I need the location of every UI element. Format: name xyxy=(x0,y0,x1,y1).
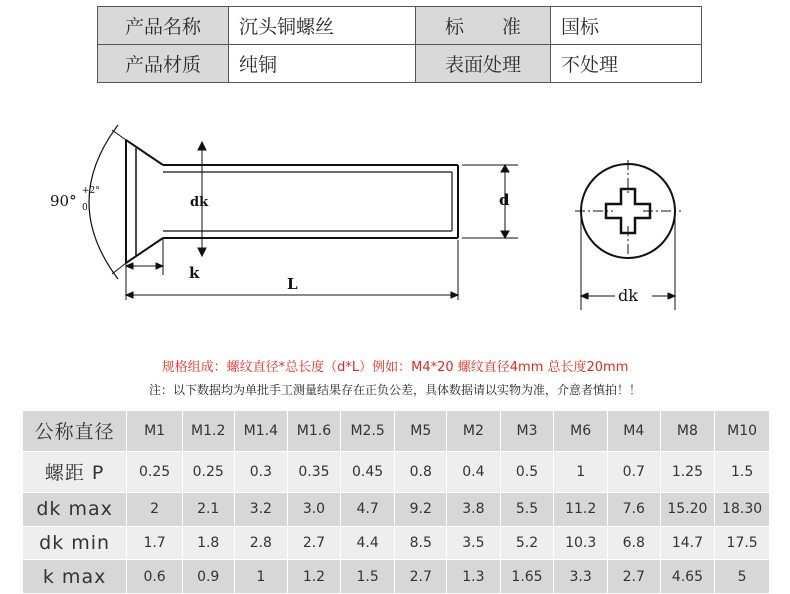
table-cell: 2.7 xyxy=(288,526,341,560)
table-cell: 1.25 xyxy=(660,451,715,492)
row-header: k max xyxy=(23,560,127,594)
row-header: dk max xyxy=(23,492,127,526)
standard-value: 国标 xyxy=(551,7,702,45)
info-row xyxy=(98,45,702,83)
spec-table xyxy=(22,410,770,594)
table-cell: M1.6 xyxy=(288,411,341,452)
table-cell: 0.25 xyxy=(182,451,234,492)
product-name-label: 产品名称 xyxy=(98,7,229,45)
standard-label: 标 准 xyxy=(416,7,551,45)
angle-label: 90° xyxy=(50,192,77,210)
table-cell: M6 xyxy=(554,411,608,452)
table-cell: 0.3 xyxy=(234,451,288,492)
dk-min-row xyxy=(23,526,770,560)
d-label: d xyxy=(499,191,510,209)
table-cell: 17.5 xyxy=(715,526,770,560)
countersink-angle-arc xyxy=(89,125,118,279)
table-cell: M5 xyxy=(395,411,447,452)
dk-label: dk xyxy=(618,286,638,305)
table-cell: 0.4 xyxy=(447,451,501,492)
table-cell: 5 xyxy=(715,560,770,594)
screw-top-view xyxy=(575,160,681,262)
table-cell: 1.8 xyxy=(182,526,234,560)
table-cell: M4 xyxy=(607,411,660,452)
table-cell: M1.2 xyxy=(182,411,234,452)
table-cell: 10.3 xyxy=(554,526,608,560)
table-cell: 2.8 xyxy=(234,526,288,560)
dk-inner-label: dk xyxy=(190,195,209,210)
k-label: k xyxy=(189,264,200,282)
table-cell: 2 xyxy=(127,492,183,526)
table-cell: 0.6 xyxy=(127,560,183,594)
table-cell: 2.7 xyxy=(607,560,660,594)
table-cell: M3 xyxy=(500,411,554,452)
table-cell: M2 xyxy=(447,411,501,452)
table-cell: 0.25 xyxy=(127,451,183,492)
info-row xyxy=(98,7,702,45)
table-cell: 1.65 xyxy=(500,560,554,594)
table-cell: 3.0 xyxy=(288,492,341,526)
table-cell: 5.2 xyxy=(500,526,554,560)
table-cell: 1 xyxy=(234,560,288,594)
table-cell: 0.5 xyxy=(500,451,554,492)
table-cell: 1.7 xyxy=(127,526,183,560)
table-cell: 4.7 xyxy=(340,492,395,526)
table-cell: M8 xyxy=(660,411,715,452)
material-value: 纯铜 xyxy=(229,45,416,83)
table-cell: 1.5 xyxy=(715,451,770,492)
table-cell: 3.8 xyxy=(447,492,501,526)
angle-tolerance-upper: +2° xyxy=(82,186,100,196)
pitch-row xyxy=(23,451,770,492)
table-cell: 15.20 xyxy=(660,492,715,526)
dk-max-row xyxy=(23,492,770,526)
product-info-table xyxy=(97,6,702,83)
table-cell: 0.8 xyxy=(395,451,447,492)
table-cell: 2.7 xyxy=(395,560,447,594)
table-cell: 4.65 xyxy=(660,560,715,594)
table-cell: M10 xyxy=(715,411,770,452)
screw-technical-drawing xyxy=(0,90,790,315)
table-cell: M2.5 xyxy=(340,411,395,452)
spec-format-note: 规格组成：螺纹直径*总长度（d*L）例如：M4*20 螺纹直径4mm 总长度20mm xyxy=(161,360,629,375)
table-cell: 3.2 xyxy=(234,492,288,526)
k-max-row xyxy=(23,560,770,594)
angle-tolerance-lower: 0 xyxy=(82,203,88,213)
table-cell: 8.5 xyxy=(395,526,447,560)
table-cell: M1.4 xyxy=(234,411,288,452)
row-header: dk min xyxy=(23,526,127,560)
table-cell: M1 xyxy=(127,411,183,452)
screw-side-view xyxy=(126,140,458,263)
table-cell: 1 xyxy=(554,451,608,492)
row-header: 公称直径 xyxy=(23,411,127,452)
table-cell: 1.3 xyxy=(447,560,501,594)
table-cell: 9.2 xyxy=(395,492,447,526)
table-cell: 0.35 xyxy=(288,451,341,492)
surface-treatment-value: 不处理 xyxy=(551,45,702,83)
table-cell: 7.6 xyxy=(607,492,660,526)
tolerance-notice: 注：以下数据均为单批手工测量结果存在正负公差，具体数据请以实物为准，介意者慎拍！！ xyxy=(148,383,641,397)
table-cell: 2.1 xyxy=(182,492,234,526)
nominal-diameter-row xyxy=(23,411,770,452)
table-cell: 4.4 xyxy=(340,526,395,560)
surface-treatment-label: 表面处理 xyxy=(416,45,551,83)
table-cell: 11.2 xyxy=(554,492,608,526)
table-cell: 6.8 xyxy=(607,526,660,560)
table-cell: 0.9 xyxy=(182,560,234,594)
table-cell: 14.7 xyxy=(660,526,715,560)
table-cell: 3.3 xyxy=(554,560,608,594)
table-cell: 3.5 xyxy=(447,526,501,560)
material-label: 产品材质 xyxy=(98,45,229,83)
table-cell: 18.30 xyxy=(715,492,770,526)
table-cell: 1.5 xyxy=(340,560,395,594)
row-header: 螺距 P xyxy=(23,451,127,492)
table-cell: 0.7 xyxy=(607,451,660,492)
table-cell: 0.45 xyxy=(340,451,395,492)
L-label: L xyxy=(287,275,298,293)
table-cell: 5.5 xyxy=(500,492,554,526)
table-cell: 1.2 xyxy=(288,560,341,594)
product-name-value: 沉头铜螺丝 xyxy=(229,7,416,45)
